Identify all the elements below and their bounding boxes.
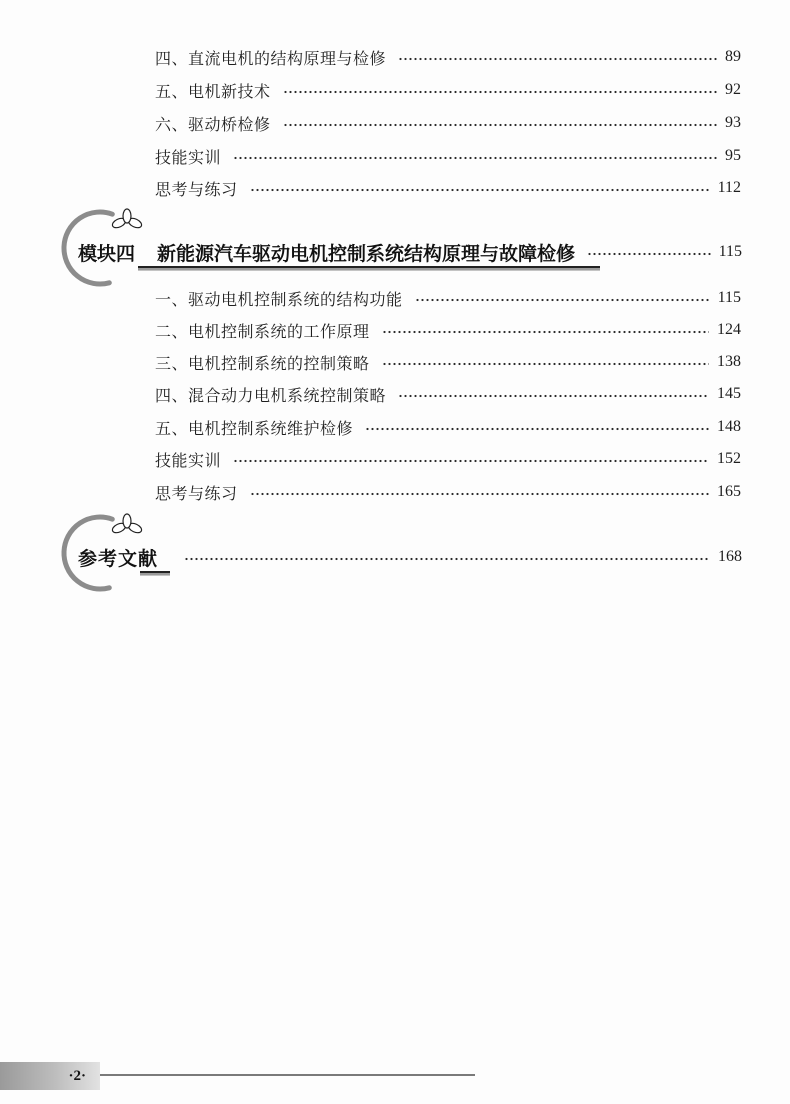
dot-leader: [283, 123, 717, 127]
toc-entry-page: 93: [725, 114, 741, 131]
toc-entry-title: 四、直流电机的结构原理与检修: [155, 48, 387, 68]
dot-leader: [233, 459, 709, 463]
toc-entry-page: 152: [717, 450, 741, 467]
module-heading: [78, 239, 742, 265]
dot-leader: [415, 298, 710, 302]
toc-entry: [155, 416, 741, 438]
toc-entry-title: 二、电机控制系统的工作原理: [155, 321, 370, 341]
references-heading-underline: [140, 571, 170, 573]
dot-leader: [283, 90, 717, 94]
leaf-ornament-icon: [111, 209, 143, 230]
toc-entry-title: 三、电机控制系统的控制策略: [155, 353, 370, 373]
dot-leader: [398, 394, 709, 398]
toc-entry-page: 89: [725, 48, 741, 65]
references-page: 168: [718, 548, 742, 565]
toc-entry-page: 148: [717, 418, 741, 435]
toc-entry-title: 技能实训: [155, 450, 222, 470]
toc-entry-title: 思考与练习: [155, 179, 238, 199]
toc-entry-page: 124: [717, 321, 741, 338]
toc-entry-page: 138: [717, 353, 741, 370]
toc-entry: [155, 145, 741, 167]
toc-entry-title: 一、驱动电机控制系统的结构功能: [155, 289, 403, 309]
references-title: 参考文献: [78, 547, 159, 570]
footer-page-band: [0, 1062, 100, 1090]
toc-entry-title: 思考与练习: [155, 483, 238, 503]
toc-entry-title: 技能实训: [155, 147, 222, 167]
module-title: 新能源汽车驱动电机控制系统结构原理与故障检修: [157, 242, 576, 265]
module-heading-underline: [138, 266, 600, 268]
dot-leader: [587, 252, 711, 256]
toc-entry: [155, 287, 741, 309]
dot-leader: [184, 557, 710, 561]
toc-entry-title: 五、电机新技术: [155, 81, 271, 101]
footer-rule: [100, 1074, 475, 1076]
toc-entry-title: 四、混合动力电机系统控制策略: [155, 385, 387, 405]
toc-entry-title: 六、驱动桥检修: [155, 114, 271, 134]
toc-entry: [155, 448, 741, 470]
references-heading: [78, 544, 742, 570]
dot-leader: [250, 188, 710, 192]
dot-leader: [382, 330, 709, 334]
dot-leader: [398, 57, 717, 61]
toc-entry: [155, 177, 741, 199]
dot-leader: [250, 492, 709, 496]
toc-entry: [155, 351, 741, 373]
toc-entry: [155, 383, 741, 405]
dot-leader: [233, 156, 717, 160]
toc-entry-page: 165: [717, 483, 741, 500]
toc-entry-page: 112: [717, 179, 741, 196]
toc-entry-page: 95: [725, 147, 741, 164]
toc-entry-page: 145: [717, 385, 741, 402]
leaf-ornament-icon: [111, 514, 143, 535]
dot-leader: [365, 427, 709, 431]
toc-entry: [155, 481, 741, 503]
toc-entry: [155, 112, 741, 134]
footer-page-number: ·2·: [68, 1067, 86, 1084]
dot-leader: [382, 362, 709, 366]
toc-entry: [155, 79, 741, 101]
toc-entry: [155, 46, 741, 68]
toc-entry-title: 五、电机控制系统维护检修: [155, 418, 354, 438]
module-label: 模块四: [78, 242, 136, 265]
module-page: 115: [718, 243, 742, 260]
toc-entry-page: 115: [717, 289, 741, 306]
toc-entry: [155, 319, 741, 341]
toc-entry-page: 92: [725, 81, 741, 98]
